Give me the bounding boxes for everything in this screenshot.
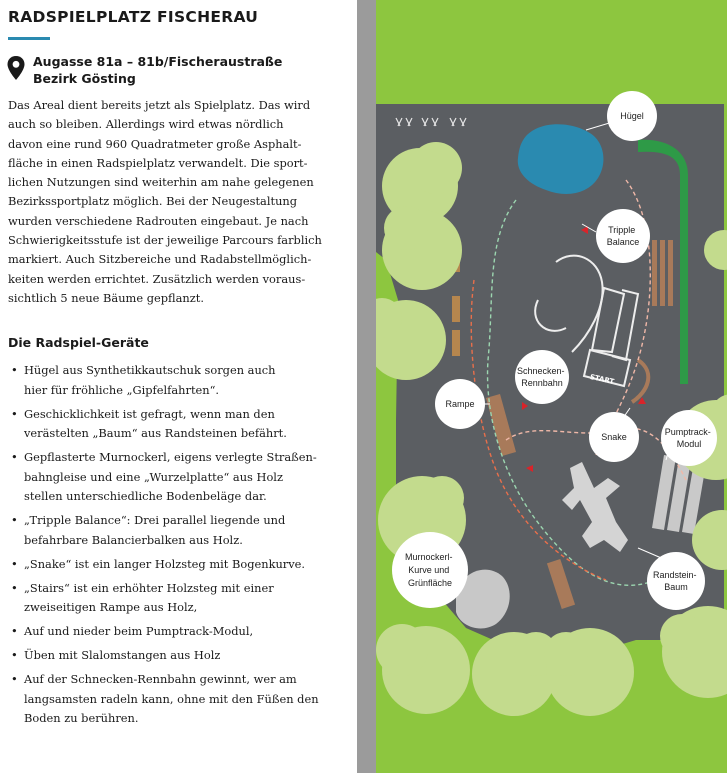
svg-text:Hügel (620, 111, 644, 121)
intro-line: davon eine rund 960 Quadratmeter große Asphalt- (8, 136, 302, 151)
list-item-line: hier für fröhliche „Gipfelfahrten“. (24, 382, 220, 397)
address (33, 53, 282, 87)
label-pumptrack-modul (661, 410, 717, 466)
article-panel (0, 0, 357, 773)
label-huegel (607, 91, 657, 141)
list-item-line: • Gepflasterte Murnockerl, eigens verlegte Straßen- (24, 450, 317, 464)
svg-text:Murnockerl- Kurve und: Murnockerl- Kurve und Grünfläche (404, 552, 453, 588)
list-item-line: langsamsten radeln kann, ohne mit den Füßen den (24, 691, 319, 706)
tripple-balance-beams (652, 240, 673, 306)
label-schnecken-rennbahn (515, 350, 569, 404)
divider-strip (357, 0, 376, 773)
list-item-line: • Geschicklichkeit ist gefragt, wenn man den (24, 406, 275, 421)
intro-line: auch so bleiben. Allerdings wird etwas nördlich (8, 117, 284, 132)
list-item-line: • „Stairs“ ist ein erhöhter Holzsteg mit einer (24, 580, 274, 595)
list-item-line: • Auf und nieder beim Pumptrack-Modul, (24, 624, 254, 638)
list-item-line: verästelten „Baum“ aus Randsteinen befährt. (24, 426, 287, 440)
list-item-line: zweiseitigen Rampe aus Holz, (24, 600, 198, 614)
list-item (8, 670, 338, 729)
address-district: Bezirk Gösting (33, 71, 136, 86)
label-rampe (435, 379, 485, 429)
intro-line: sichtlich 5 neue Bäume gepflanzt. (8, 290, 204, 305)
svg-text:Tripple Balance: Tripple Balance (606, 225, 640, 247)
svg-text:Rampe: Rampe (445, 399, 475, 409)
svg-text:Randstein- Baum: Randstein- Baum (652, 570, 697, 592)
label-murnockerl-kurve (392, 532, 468, 608)
list-item-line: Boden zu berühren. (24, 711, 139, 725)
intro-line: lichen Nutzungen sind weiterhin am nahe gelegenen (8, 175, 314, 190)
address-street: Augasse 81a – 81b/Fischeraustraße (33, 54, 283, 69)
list-item (8, 361, 338, 400)
list-item (8, 646, 338, 666)
list-item-line: • Auf der Schnecken-Rennbahn gewinnt, wer am (24, 672, 297, 686)
title-underline (8, 37, 50, 40)
list-item-line: • „Tripple Balance“: Drei parallel liegende und (24, 513, 286, 527)
svg-text:Pumptrack- Modul: Pumptrack- Modul (664, 427, 711, 449)
start-label: START (589, 372, 615, 386)
site-plan-map (376, 0, 727, 773)
intro-line: wurden verschiedene Radrouten eingebaut. Je nach (8, 213, 309, 228)
label-randstein-baum (647, 552, 705, 610)
svg-text:Schnecken- Rennbahn: Schnecken- Rennbahn (516, 366, 565, 388)
svg-text:Snake: Snake (601, 432, 627, 442)
intro-line: Das Areal dient bereits jetzt als Spielplatz. Das wird (8, 98, 311, 112)
list-item-line: stellen unterschiedliche Bodenbeläge dar. (24, 489, 267, 503)
list-item-line: • Hügel aus Synthetikkautschuk sorgen auch (24, 363, 276, 377)
location-pin-icon (7, 56, 25, 80)
label-tripple-balance (596, 209, 650, 263)
label-snake (589, 412, 639, 462)
label-huegel-line: Hügel (620, 111, 644, 121)
list-item-line: • Üben mit Slalomstangen aus Holz (24, 648, 221, 662)
equipment-list (8, 361, 338, 733)
list-item (8, 622, 338, 642)
list-item (8, 448, 338, 507)
list-item (8, 579, 338, 618)
list-item-line: befahrbare Balancierbalken aus Holz. (24, 532, 243, 547)
intro-line: fläche in einen Radspielplatz verwandelt. Die sport- (8, 155, 308, 170)
intro-line: Bezirkssportplatz möglich. Bei der Neugestaltung (8, 194, 298, 209)
intro-line: keiten werden errichtet. Zusätzlich werden voraus- (8, 271, 306, 286)
intro-paragraph (8, 96, 320, 308)
section-heading: Die Radspiel-Geräte (8, 335, 149, 350)
list-item (8, 511, 338, 550)
intro-line: Schwierigkeitsstufe ist der jeweilige Parcours farblich (8, 233, 322, 248)
intro-line: markiert. Auch Sitzbereiche und Radabstellmöglich- (8, 252, 312, 267)
list-item-line: bahngleise und eine „Wurzelplatte“ aus Holz (24, 469, 283, 484)
list-item (8, 405, 338, 444)
list-item (8, 555, 338, 575)
list-item-line: • „Snake“ ist ein langer Holzsteg mit Bogenkurve. (24, 556, 306, 571)
page-title: RADSPIELPLATZ FISCHERAU (8, 8, 259, 26)
